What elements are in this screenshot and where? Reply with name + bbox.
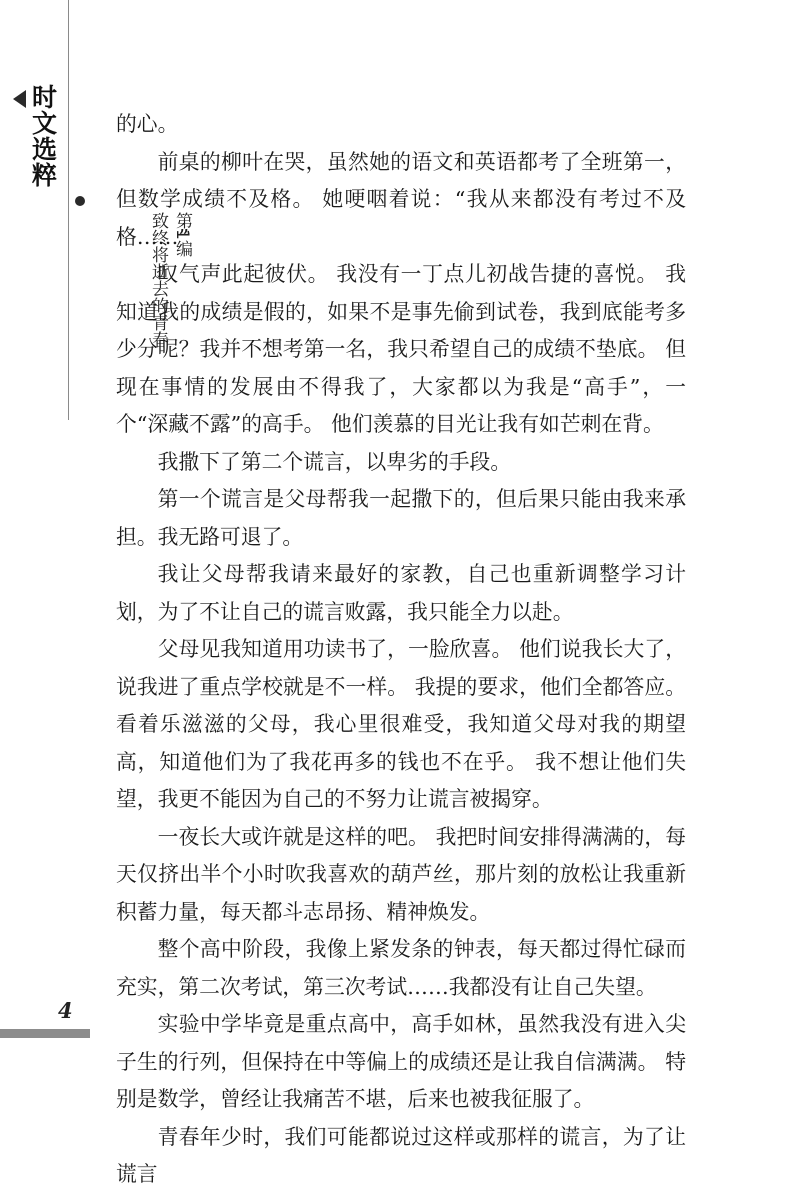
paragraph: 我撒下了第二个谎言，以卑劣的手段。 <box>157 449 512 474</box>
paragraph: 父母见我知道用功读书了，一脸欣喜。 他们说我长大了，说我进了重点学校就是不一样。 我提的要求，他们全都答应。 看着乐滋滋的父母，我心里很难受，我知道父母对我的期望高，知道他们为了我花再多的钱也不在乎。 我不想让他们失望，我更不能因为自己的不努力让谎言被揭穿。 <box>116 637 686 811</box>
bullet-dot-icon <box>75 196 85 206</box>
paragraph: 第一个谎言是父母帮我一起撒下的，但后果只能由我来承担。我无路可退了。 <box>116 487 686 549</box>
chapter-label: 第1编 <box>172 212 192 257</box>
body-text <box>116 106 686 1194</box>
paragraph: 的心。 <box>116 112 179 136</box>
footer-bar <box>0 1029 90 1038</box>
series-title: 时文选粹 <box>28 84 58 188</box>
triangle-marker-icon <box>13 90 26 108</box>
paragraph: 青春年少时，我们可能都说过这样或那样的谎言，为了让谎言 <box>116 1124 686 1186</box>
paragraph: 叹气声此起彼伏。 我没有一丁点儿初战告捷的喜悦。 我知道我的成绩是假的，如果不是事先偷到试卷，我到底能考多少分呢？我并不想考第一名，我只希望自己的成绩不垫底。 但现在事情的发展由不得我了，大家都以为我是“高手”，一个“深藏不露”的高手。 他们羡慕的目光让我有如芒刺在背。 <box>116 262 686 436</box>
paragraph: 整个高中阶段，我像上紧发条的钟表，每天都过得忙碌而充实，第二次考试，第三次考试……我都没有让自己失望。 <box>116 937 686 999</box>
paragraph: 实验中学毕竟是重点高中，高手如林，虽然我没有进入尖子生的行列，但保持在中等偏上的成绩还是让我自信满满。 特别是数学，曾经让我痛苦不堪，后来也被我征服了。 <box>116 1012 686 1111</box>
page-number: 4 <box>58 998 73 1023</box>
paragraph: 我让父母帮我请来最好的家教，自己也重新调整学习计划，为了不让自己的谎言败露，我只能全力以赴。 <box>116 562 686 624</box>
paragraph: 一夜长大或许就是这样的吧。 我把时间安排得满满的，每天仅挤出半个小时吹我喜欢的葫芦丝，那片刻的放松让我重新积蓄力量，每天都斗志昂扬、精神焕发。 <box>116 824 686 924</box>
paragraph: 前桌的柳叶在哭，虽然她的语文和英语都考了全班第一，但数学成绩不及格。 她哽咽着说：“我从来都没有考过不及格……” <box>116 149 686 249</box>
chapter-title: 致终将逝去的青春 <box>148 212 168 348</box>
